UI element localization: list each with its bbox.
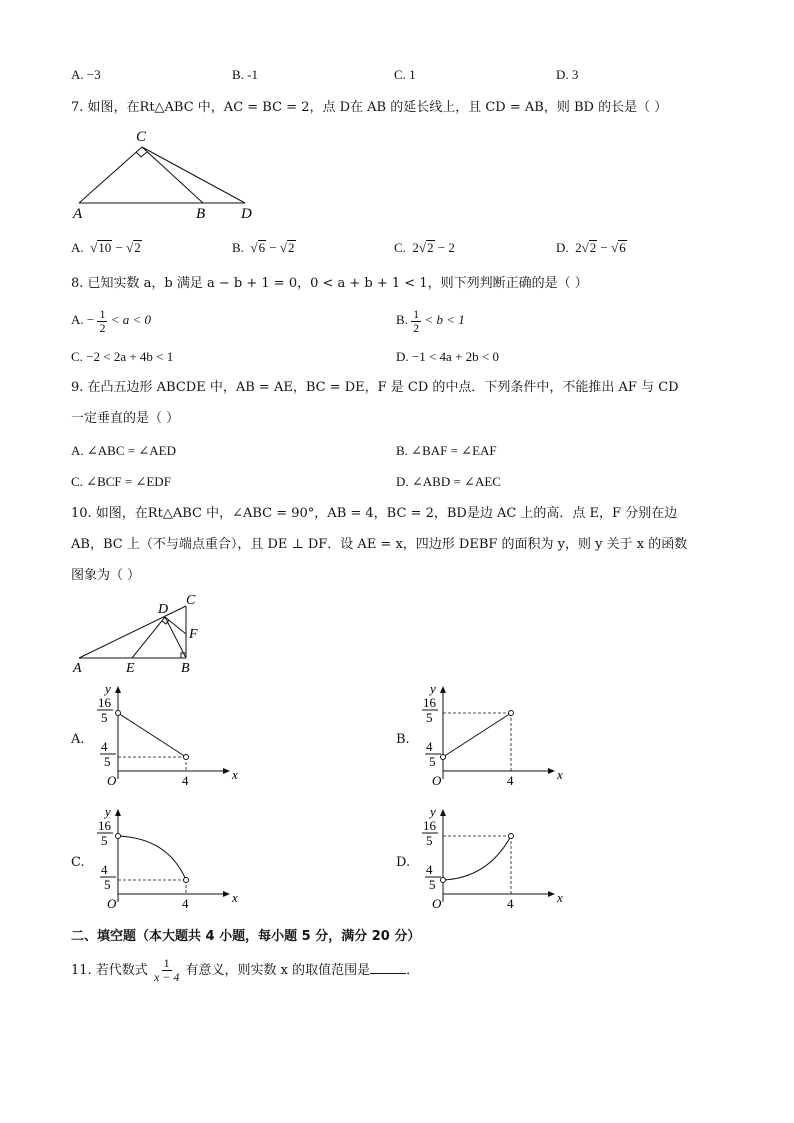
curve-line bbox=[443, 713, 511, 757]
q8-a-label: A. bbox=[71, 312, 84, 327]
q11-den: x − 4 bbox=[153, 970, 180, 984]
y-axis-label: y bbox=[430, 681, 436, 696]
q9-stem-line1: 9. 在凸五边形 ABCDE 中，AB = AE，BC = DE，F 是 CD 的中点．下列条件中，不能推出 AF 与 CD bbox=[71, 380, 679, 395]
q7-label-c: C bbox=[136, 129, 147, 145]
q11 bbox=[71, 955, 419, 987]
y-tick-16-5-num: 16 bbox=[98, 695, 111, 710]
q7-stem: 7. 如图，在Rt△ABC 中，AC = BC = 2，点 D在 AB 的延长线上，且 CD = AB，则 BD 的长是（ ） bbox=[71, 100, 668, 115]
q10-label-e: E bbox=[126, 661, 135, 676]
q10-stem-line1: 10. 如图，在Rt△ABC 中，∠ABC = 90°，AB = 4，BC = 2，BD是边 AC 上的高．点 E，F 分别在边 bbox=[71, 506, 678, 521]
q8-a-num: 1 bbox=[99, 306, 106, 321]
q10-option-b-label: B. bbox=[396, 732, 410, 747]
q8-b-fraction bbox=[411, 308, 421, 335]
open-point-start bbox=[441, 878, 446, 883]
q7-label-b: B bbox=[196, 206, 206, 222]
q10-graph-c bbox=[88, 803, 238, 913]
q7-d-label: D. bbox=[556, 240, 569, 255]
q7-option-d: D. 2√2 − √6 bbox=[556, 240, 626, 255]
y-tick-4-5-den: 5 bbox=[104, 754, 111, 769]
y-tick-4-5-den: 5 bbox=[104, 877, 111, 892]
origin-label: O bbox=[107, 773, 117, 788]
y-axis-label: y bbox=[105, 681, 111, 696]
origin-label: O bbox=[107, 896, 117, 911]
y-axis-arrow-icon bbox=[115, 686, 121, 693]
y-tick-4-5-num: 4 bbox=[426, 862, 433, 877]
q10-graph-a-svg bbox=[88, 680, 238, 790]
q9-option-b: B. ∠BAF = ∠EAF bbox=[396, 443, 497, 458]
q10-graph-a bbox=[88, 680, 238, 790]
q7-option-c: C. 2√2 − 2 bbox=[394, 240, 455, 255]
q8-option-a bbox=[71, 306, 151, 335]
q10-line-bd bbox=[165, 617, 186, 658]
q7-figure bbox=[70, 125, 270, 220]
q6-option-c: C. 1 bbox=[394, 67, 416, 82]
q8-a-post: < a < 0 bbox=[110, 312, 152, 327]
q11-fraction bbox=[152, 957, 181, 984]
q8-b-post: < b < 1 bbox=[424, 312, 465, 327]
q6-option-b: B. -1 bbox=[232, 67, 258, 82]
q10-graph-d-svg bbox=[413, 803, 563, 913]
q10-graph-d bbox=[413, 803, 563, 913]
q9-option-c: C. ∠BCF = ∠EDF bbox=[71, 474, 171, 489]
x-axis-arrow-icon bbox=[223, 768, 230, 774]
x-axis-label: x bbox=[557, 767, 563, 782]
q10-graph-c-svg bbox=[88, 803, 238, 913]
q7-a-label: A. bbox=[71, 240, 84, 255]
q7-option-a: A. √10 − √2 bbox=[71, 240, 141, 255]
x-tick-4: 4 bbox=[507, 896, 514, 911]
q7-right-angle-mark bbox=[136, 152, 147, 157]
q7-a-rad2: 2 bbox=[134, 240, 141, 255]
x-axis-arrow-icon bbox=[548, 768, 555, 774]
q10-option-d-label: D. bbox=[396, 855, 411, 870]
q10-figure bbox=[70, 590, 210, 678]
y-tick-4-5-den: 5 bbox=[429, 877, 436, 892]
x-tick-4: 4 bbox=[182, 896, 189, 911]
x-axis-label: x bbox=[232, 767, 238, 782]
q7-a-rad1: 10 bbox=[98, 240, 112, 255]
q7-c-coef: 2 bbox=[412, 240, 419, 255]
y-tick-16-5-den: 5 bbox=[426, 833, 433, 848]
q9-option-d: D. ∠ABD = ∠AEC bbox=[396, 474, 501, 489]
x-axis-label: x bbox=[557, 890, 563, 905]
y-tick-16-5-den: 5 bbox=[101, 833, 108, 848]
q7-c-rad: 2 bbox=[427, 240, 434, 255]
x-axis-arrow-icon bbox=[223, 891, 230, 897]
q7-label-a: A bbox=[73, 206, 83, 222]
curve-arc bbox=[443, 836, 511, 880]
q10-graph-b-svg bbox=[413, 680, 563, 790]
origin-label: O bbox=[432, 896, 442, 911]
y-tick-4-5-num: 4 bbox=[426, 739, 433, 754]
q7-d-op: − bbox=[600, 240, 608, 255]
q7-c-tail: − 2 bbox=[437, 240, 455, 255]
y-tick-16-5-den: 5 bbox=[426, 710, 433, 725]
origin-label: O bbox=[432, 773, 442, 788]
y-tick-4-5-num: 4 bbox=[101, 739, 108, 754]
q11-end: ． bbox=[406, 963, 420, 978]
y-tick-16-5-num: 16 bbox=[98, 818, 111, 833]
q8-b-den: 2 bbox=[413, 320, 420, 335]
q11-num: 1 bbox=[163, 956, 170, 970]
y-tick-4-5-num: 4 bbox=[101, 862, 108, 877]
q8-a-den: 2 bbox=[99, 320, 106, 335]
y-tick-16-5-num: 16 bbox=[423, 695, 436, 710]
q7-b-rad2: 2 bbox=[288, 240, 295, 255]
q7-a-op: − bbox=[115, 240, 123, 255]
q7-d-coef: 2 bbox=[575, 240, 582, 255]
section2-title: 二、填空题（本大题共 4 小题，每小题 5 分，满分 20 分） bbox=[71, 929, 421, 944]
q7-option-b: B. √6 − √2 bbox=[232, 240, 295, 255]
q10-line-df bbox=[165, 617, 186, 634]
q11-pre: 11. 若代数式 bbox=[71, 963, 148, 978]
q6-option-a: A. −3 bbox=[71, 67, 101, 82]
q10-graph-b bbox=[413, 680, 563, 790]
q10-label-f: F bbox=[189, 627, 198, 642]
y-axis-arrow-icon bbox=[440, 809, 446, 816]
q10-line-de bbox=[132, 617, 165, 658]
q8-option-d: D. −1 < 4a + 2b < 0 bbox=[396, 349, 499, 364]
q10-label-d: D bbox=[158, 602, 169, 617]
curve-arc bbox=[118, 836, 186, 880]
open-point-end bbox=[509, 711, 514, 716]
y-tick-4-5-den: 5 bbox=[429, 754, 436, 769]
q7-label-d: D bbox=[241, 206, 252, 222]
open-point-start bbox=[116, 834, 121, 839]
q9-stem-line2: 一定垂直的是（ ） bbox=[71, 411, 180, 426]
x-axis-label: x bbox=[232, 890, 238, 905]
q11-answer-blank[interactable] bbox=[370, 961, 406, 974]
open-point-end bbox=[509, 834, 514, 839]
q8-b-num: 1 bbox=[413, 306, 420, 321]
q9-option-a: A. ∠ABC = ∠AED bbox=[71, 443, 176, 458]
x-axis-arrow-icon bbox=[548, 891, 555, 897]
q8-stem: 8. 已知实数 a，b 满足 a − b + 1 = 0，0 < a + b + 1 < 1，则下列判断正确的是（ ） bbox=[71, 276, 588, 291]
y-axis-label: y bbox=[430, 804, 436, 819]
q7-b-op: − bbox=[269, 240, 277, 255]
q10-label-b: B bbox=[181, 661, 190, 676]
q8-b-label: B. bbox=[396, 312, 408, 327]
q8-a-fraction bbox=[97, 308, 107, 335]
q7-line-ac bbox=[79, 147, 142, 203]
q7-b-rad1: 6 bbox=[258, 240, 266, 255]
y-tick-16-5-den: 5 bbox=[101, 710, 108, 725]
q10-option-a-label: A. bbox=[71, 732, 85, 747]
curve-line bbox=[118, 713, 186, 757]
q10-line-ac bbox=[79, 606, 186, 658]
q10-label-a: A bbox=[73, 661, 82, 676]
x-tick-4: 4 bbox=[507, 773, 514, 788]
open-point-end bbox=[184, 755, 189, 760]
y-axis-arrow-icon bbox=[115, 809, 121, 816]
q10-stem-line3: 图象为（ ） bbox=[71, 568, 141, 583]
open-point-start bbox=[441, 755, 446, 760]
q7-d-rad: 2 bbox=[589, 240, 597, 255]
q11-post: 有意义，则实数 x 的取值范围是 bbox=[185, 963, 371, 978]
y-tick-16-5-num: 16 bbox=[423, 818, 436, 833]
q8-option-b bbox=[396, 306, 465, 335]
y-axis-label: y bbox=[105, 804, 111, 819]
q7-b-label: B. bbox=[232, 240, 244, 255]
q6-option-d: D. 3 bbox=[556, 67, 579, 82]
q10-option-c-label: C. bbox=[71, 855, 85, 870]
y-axis-arrow-icon bbox=[440, 686, 446, 693]
q8-a-minus: − bbox=[86, 312, 95, 327]
open-point-start bbox=[116, 711, 121, 716]
x-tick-4: 4 bbox=[182, 773, 189, 788]
q8-option-c: C. −2 < 2a + 4b < 1 bbox=[71, 349, 174, 364]
q7-d-rad2: 6 bbox=[619, 240, 626, 255]
q10-label-c: C bbox=[186, 593, 196, 608]
q7-c-label: C. bbox=[394, 240, 406, 255]
q10-stem-line2: AB，BC 上（不与端点重合），且 DE ⊥ DF．设 AE = x，四边形 DEBF 的面积为 y，则 y 关于 x 的函数 bbox=[71, 537, 688, 552]
open-point-end bbox=[184, 878, 189, 883]
